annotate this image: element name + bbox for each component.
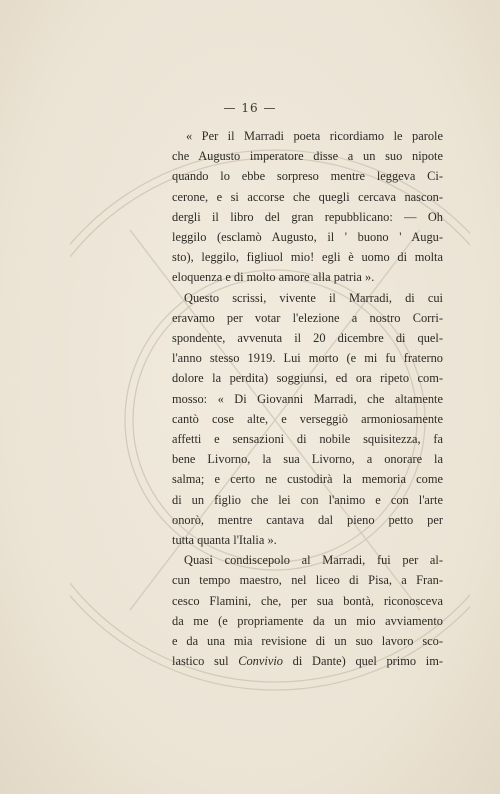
text-line	[172, 651, 443, 671]
text-line: sto), leggilo, figliuol mio! egli è uomo di molta	[172, 250, 443, 265]
text-line: l'anno stesso 1919. Lui morto (e mi fu fraterno	[172, 351, 443, 366]
paragraph-1	[172, 126, 443, 288]
paragraph-3	[172, 550, 443, 671]
text-line: mosso: « Di Giovanni Marradi, che altamente	[172, 391, 443, 406]
text-line: quando lo ebbe sorpreso mentre leggeva Ci-	[172, 169, 443, 184]
text-line: cesco Flamini, che, per sua bontà, riconosceva	[172, 593, 443, 608]
text-line: salma; e certo ne custodirà la memoria come	[172, 472, 443, 487]
page-number: — 16 —	[223, 101, 277, 115]
text-line: Questo scrissi, vivente il Marradi, di cui	[184, 290, 443, 305]
text-line: cun tempo maestro, nel liceo di Pisa, a Fran-	[172, 573, 443, 588]
text-line: bene Livorno, la sua Livorno, a onorare la	[172, 452, 443, 467]
text-line: che Augusto imperatore disse a un suo nipote	[172, 149, 443, 164]
text-line: leggilo (esclamò Augusto, il ' buono ' Augu-	[172, 230, 443, 245]
paragraph-2	[172, 288, 443, 551]
text-line: da me (e propriamente da un mio avviamento	[172, 613, 443, 628]
text-line: affetti e sensazioni di nobile squisitezza, fa	[172, 432, 443, 447]
text-line: Quasi condiscepolo al Marradi, fui per al-	[184, 553, 443, 568]
text-line: « Per il Marradi poeta ricordiamo le parole	[186, 129, 443, 143]
text-fragment: lastico sul	[172, 654, 239, 669]
text-line: eloquenza e di molto amore alla patria ».	[172, 270, 375, 285]
text-line: onorò, mentre cantava dal pieno petto per	[172, 512, 443, 527]
text-line: tutta quanta l'Italia ».	[172, 533, 277, 548]
text-line: dergli il libro del gran repubblicano: — Oh	[172, 209, 443, 224]
text-line: cantò cose alte, e verseggiò armoniosamente	[172, 411, 443, 426]
book-title-italic: Convivio	[238, 654, 283, 669]
text-fragment: di Dante) quel primo im-	[282, 654, 443, 669]
text-line: di un figlio che lei con l'animo e con l'arte	[172, 492, 443, 507]
text-line: cerone, e si accorse che quegli cercava nascon-	[172, 189, 443, 204]
body-text	[172, 126, 443, 671]
text-line: dolore la perdita) soggiunsi, ed ora ripeto com-	[172, 371, 443, 386]
text-line: eravamo per votar l'elezione a nostro Corri-	[172, 310, 443, 325]
text-line: e da una mia revisione di un suo lavoro sco-	[172, 634, 443, 649]
text-line: spondente, avvenuta il 20 dicembre di quel-	[172, 331, 443, 346]
